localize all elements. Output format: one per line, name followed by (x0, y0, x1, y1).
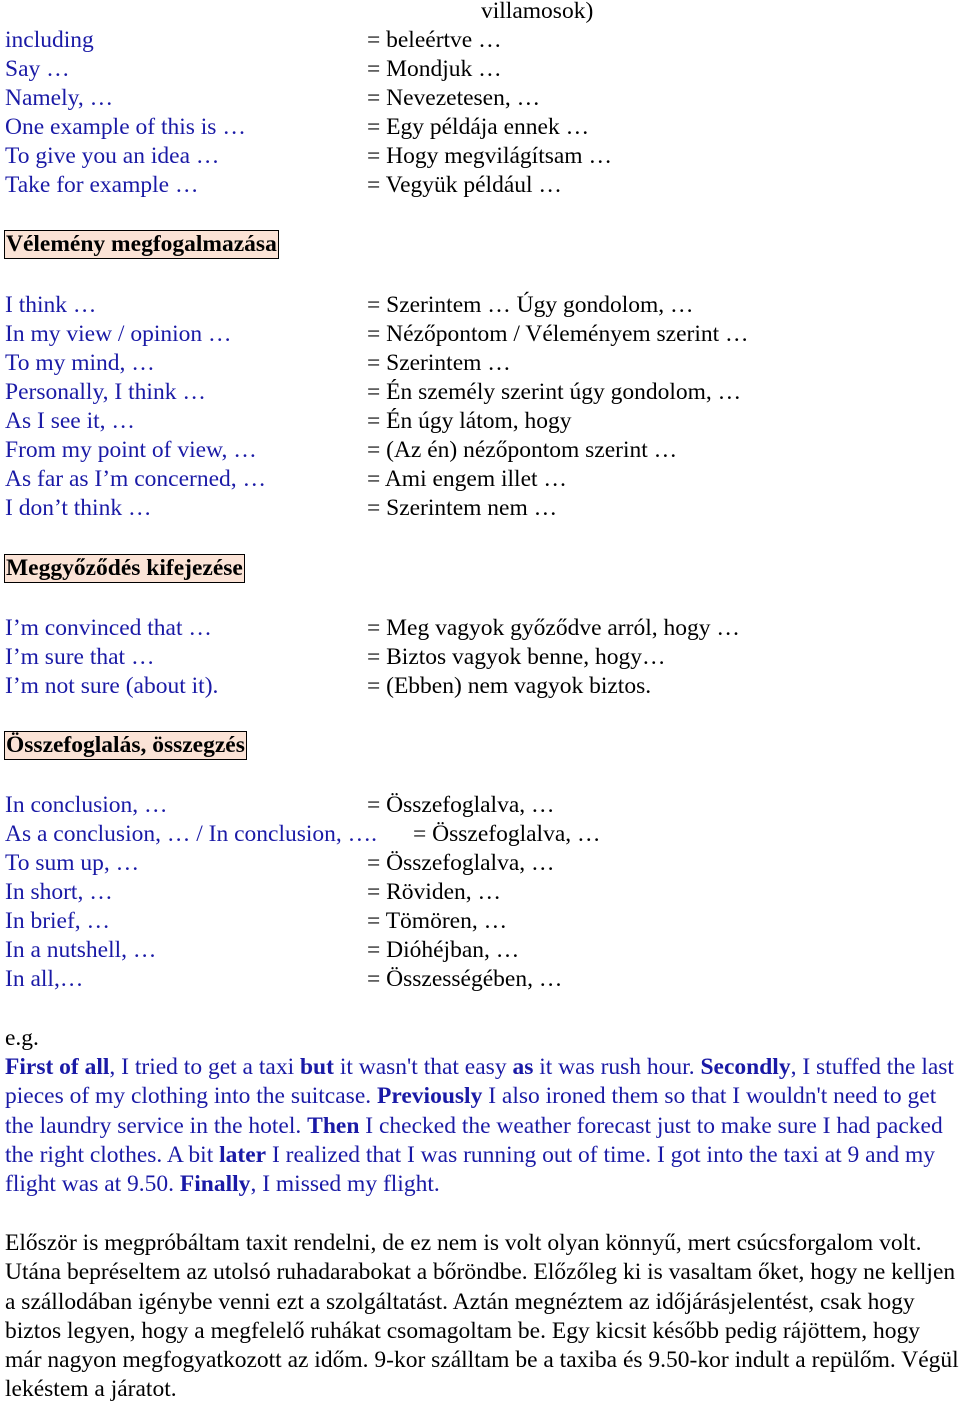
phrase-hu: = Ami engem illet … (367, 466, 567, 492)
phrase-en: To my mind, … (5, 350, 155, 376)
phrase-en: I’m not sure (about it). (5, 673, 219, 699)
phrase-row (5, 643, 960, 672)
linking-word: First of all (5, 1054, 110, 1080)
linking-word: Secondly (700, 1054, 791, 1080)
phrase-hu: = Szerintem … (367, 350, 511, 376)
phrase-row (5, 407, 960, 436)
phrase-row (5, 291, 960, 320)
phrase-en: In my view / opinion … (5, 321, 232, 347)
phrase-hu: = Összességében, … (367, 966, 563, 992)
phrase-row (5, 672, 960, 701)
section-title-conviction: Meggyőződés kifejezése (6, 555, 243, 581)
phrase-row (5, 113, 960, 142)
phrase-en: I think … (5, 292, 97, 318)
phrase-hu: = Egy példája ennek … (367, 114, 590, 140)
phrase-row (5, 965, 960, 994)
phrase-en: Say … (5, 56, 70, 82)
paragraph-text: it wasn't that easy (333, 1054, 513, 1080)
phrase-row (5, 436, 960, 465)
phrase-hu: = Én személy szerint úgy gondolom, … (367, 379, 742, 405)
phrase-en: In conclusion, … (5, 792, 168, 818)
phrase-row (5, 171, 960, 200)
phrase-hu: = Tömören, … (367, 908, 508, 934)
section-title-opinion: Vélemény megfogalmazása (6, 231, 277, 257)
phrase-row (5, 320, 960, 349)
phrase-row (5, 84, 960, 113)
phrase-row (5, 349, 960, 378)
phrase-hu: = Szerintem nem … (367, 495, 558, 521)
phrase-row (5, 465, 960, 494)
linking-word: Previously (377, 1083, 483, 1110)
linking-word: but (299, 1054, 334, 1080)
phrase-row (5, 55, 960, 84)
phrase-en: To sum up, … (5, 850, 140, 876)
paragraph-text: I realized that I was running out of time. I got into the taxi at 9 and my flight was at 9.50. (5, 1141, 935, 1198)
phrase-row (5, 936, 960, 965)
phrase-row (5, 378, 960, 407)
linking-word: Then (307, 1112, 360, 1139)
phrase-hu: = Összefoglalva, … (367, 792, 555, 818)
paragraph-text: , I stuffed the last pieces of my clothing into the suitcase. (5, 1054, 954, 1110)
phrase-en: In short, … (5, 879, 113, 905)
phrase-hu: = beleértve … (367, 27, 502, 53)
phrase-en: including (5, 27, 94, 53)
phrase-en: As I see it, … (5, 408, 135, 434)
phrase-row (5, 820, 960, 849)
phrase-en: One example of this is … (5, 114, 246, 140)
top-fragment: villamosok) (481, 0, 594, 24)
linking-word: later (219, 1141, 267, 1168)
phrase-hu: = (Ebben) nem vagyok biztos. (367, 673, 652, 699)
phrase-en: I don’t think … (5, 495, 152, 521)
linking-word: as (512, 1054, 534, 1080)
phrase-hu: = Meg vagyok győződve arról, hogy … (367, 615, 740, 641)
phrase-hu: = Hogy megvilágítsam … (367, 143, 612, 169)
phrase-hu: = Dióhéjban, … (367, 937, 520, 963)
linking-word: Finally (179, 1171, 251, 1198)
phrase-en: From my point of view, … (5, 437, 257, 463)
phrase-row (5, 494, 960, 523)
phrase-en: In all,… (5, 966, 84, 992)
phrase-hu: = (Az én) nézőpontom szerint … (367, 437, 678, 463)
phrase-row (5, 26, 960, 55)
paragraph-text: , I tried to get a taxi (109, 1054, 300, 1080)
phrase-en: As a conclusion, … / In conclusion, …. (5, 821, 378, 847)
phrase-en: To give you an idea … (5, 143, 220, 169)
phrase-hu: = Röviden, … (367, 879, 502, 905)
phrase-en: I’m convinced that … (5, 615, 212, 641)
phrase-hu: = Vegyük például … (367, 172, 562, 198)
phrase-hu: = Szerintem … Úgy gondolom, … (367, 292, 694, 318)
phrase-en: As far as I’m concerned, … (5, 466, 267, 492)
phrase-row (5, 907, 960, 936)
phrase-en: Take for example … (5, 172, 199, 198)
phrase-en: In a nutshell, … (5, 937, 157, 963)
phrase-en: I’m sure that … (5, 644, 155, 670)
phrase-hu: = Én úgy látom, hogy (367, 408, 572, 434)
phrase-row (5, 791, 960, 820)
phrase-hu: = Összefoglalva, … (413, 821, 601, 847)
example-paragraph-hu: Először is megpróbáltam taxit rendelni, de ez nem is volt olyan könnyű, mert csúcsforgalom volt. Utána bepréseltem az utolsó ruhadarabokat a bőröndbe. Előzőleg ki is vasaltam őket, hogy ne kelljen a szállodában igénybe venni ezt a szolgáltatást. Aztán megnéztem az időjárásjelentést, csak hogy biztos legyen, hogy a megfelelő ruhákat csomagoltam be. Egy kicsit később pedig rájöttem, hogy már nagyon megfogyatkozott az időm. 9-kor szálltam be a taxiba és 9.50-kor indult a repülőm. Végül lekéstem a járatot. (5, 1230, 959, 1403)
phrase-hu: = Összefoglalva, … (367, 850, 555, 876)
example-paragraph-en (5, 1053, 960, 1199)
phrase-en: Namely, … (5, 85, 114, 111)
paragraph-text: , I missed my flight. (250, 1171, 440, 1198)
section-title-summary: Összefoglalás, összegzés (6, 732, 245, 758)
phrase-row (5, 849, 960, 878)
phrase-en: In brief, … (5, 908, 111, 934)
phrase-row (5, 142, 960, 171)
paragraph-text: I checked the weather forecast just to make sure I had packed the right clothes. A bit (5, 1112, 943, 1168)
paragraph-text: I also ironed them so that I wouldn't need to get the laundry service in the hotel. (5, 1083, 937, 1139)
eg-label: e.g. (5, 1025, 39, 1051)
phrase-hu: = Mondjuk … (367, 56, 502, 82)
paragraph-text: it was rush hour. (533, 1054, 701, 1080)
phrase-hu: = Nézőpontom / Véleményem szerint … (367, 321, 749, 347)
phrase-en: Personally, I think … (5, 379, 206, 405)
phrase-row (5, 878, 960, 907)
phrase-row (5, 614, 960, 643)
phrase-hu: = Biztos vagyok benne, hogy… (367, 644, 666, 670)
phrase-hu: = Nevezetesen, … (367, 85, 541, 111)
